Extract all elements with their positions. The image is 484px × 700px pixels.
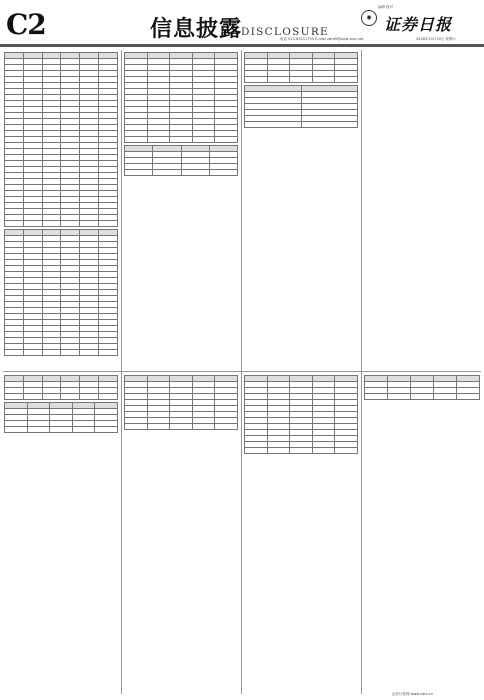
data-table — [4, 402, 118, 433]
column — [4, 51, 118, 369]
masthead-band — [0, 44, 484, 47]
data-table — [244, 85, 358, 128]
column — [124, 374, 238, 692]
column-divider — [241, 50, 242, 694]
data-table — [124, 145, 238, 176]
column — [124, 51, 238, 369]
footer-note: 证券日报网 www.zqrb.cn — [392, 692, 433, 696]
data-table — [124, 52, 238, 143]
masthead-info-3: 2018年10月20日 星期六 — [416, 37, 456, 41]
column — [4, 374, 118, 692]
newspaper-logo: 证券日报 — [384, 15, 453, 34]
section-title-en: DISCLOSURE — [241, 26, 329, 38]
column-divider — [361, 50, 362, 694]
data-table — [4, 229, 118, 356]
data-table — [364, 375, 480, 400]
data-table — [4, 52, 118, 227]
column-divider — [121, 50, 122, 694]
column — [364, 51, 480, 369]
data-table — [244, 375, 358, 454]
masthead-info-2: 电话 010-83251730 E-mail zqrb9@zqrb.sina.net — [280, 37, 364, 41]
column — [364, 374, 480, 692]
section-title: 信息披露 — [150, 16, 243, 42]
column — [244, 374, 358, 692]
masthead-info-1: 编辑 校对 — [378, 5, 394, 9]
data-table — [244, 52, 358, 83]
masthead — [0, 0, 484, 46]
data-table — [124, 375, 238, 430]
newspaper-emblem-icon: ◉ — [361, 10, 377, 26]
data-table — [4, 375, 118, 400]
fold-divider — [3, 371, 481, 372]
page-number: C2 — [6, 8, 46, 41]
column — [244, 51, 358, 369]
